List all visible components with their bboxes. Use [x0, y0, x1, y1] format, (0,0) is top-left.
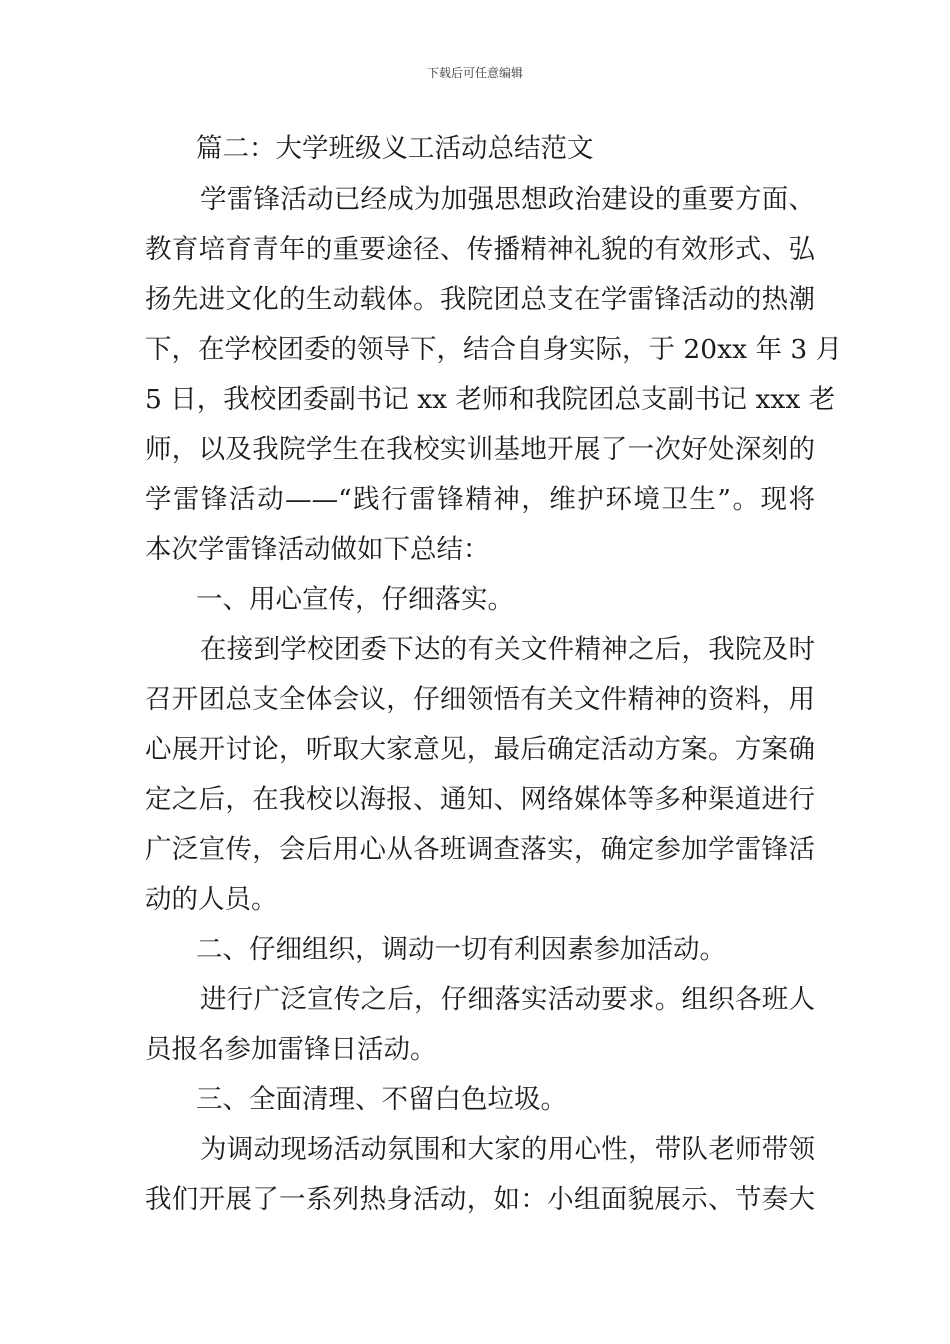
paragraph-line: 召开团总支全体会议，仔细领悟有关文件精神的资料，用	[145, 684, 815, 715]
paragraph-line: 本次学雷锋活动做如下总结：	[145, 534, 490, 565]
paragraph-line: 广泛宣传，会后用心从各班调查落实，确定参加学雷锋活	[145, 834, 815, 865]
paragraph-line: 扬先进文化的生动载体。我院团总支在学雷锋活动的热潮	[145, 284, 815, 315]
paragraph-line: 定之后，在我校以海报、通知、网络媒体等多种渠道进行	[145, 784, 815, 815]
paragraph-line: 心展开讨论，听取大家意见，最后确定活动方案。方案确	[145, 734, 815, 765]
paragraph-line: 在接到学校团委下达的有关文件精神之后，我院及时	[200, 634, 815, 665]
paragraph-line: 下，在学校团委的领导下，结合自身实际，于 20xx 年 3 月	[145, 334, 843, 365]
paragraph-line: 我们开展了一系列热身活动，如：小组面貌展示、节奏大	[145, 1184, 815, 1215]
section-heading-2: 二、仔细组织，调动一切有利因素参加活动。	[196, 934, 726, 965]
section-heading-1: 一、用心宣传，仔细落实。	[196, 584, 514, 615]
paragraph-line: 学雷锋活动已经成为加强思想政治建设的重要方面、	[200, 184, 815, 215]
section-title: 篇二：大学班级义工活动总结范文	[196, 133, 594, 164]
paragraph-line: 为调动现场活动氛围和大家的用心性，带队老师带领	[200, 1134, 815, 1165]
paragraph-line: 动的人员。	[145, 884, 278, 915]
paragraph-line: 师，以及我院学生在我校实训基地开展了一次好处深刻的	[145, 434, 815, 465]
section-heading-3: 三、全面清理、不留白色垃圾。	[196, 1084, 567, 1115]
paragraph-line: 教育培育青年的重要途径、传播精神礼貌的有效形式、弘	[145, 234, 815, 265]
paragraph-line: 学雷锋活动——“践行雷锋精神，维护环境卫生”。现将	[145, 484, 815, 515]
paragraph-line: 员报名参加雷锋日活动。	[145, 1034, 437, 1065]
page-header-note: 下载后可任意编辑	[426, 66, 523, 80]
paragraph-line: 5 日，我校团委副书记 xx 老师和我院团总支副书记 xxx 老	[145, 384, 836, 415]
paragraph-line: 进行广泛宣传之后，仔细落实活动要求。组织各班人	[200, 984, 815, 1015]
